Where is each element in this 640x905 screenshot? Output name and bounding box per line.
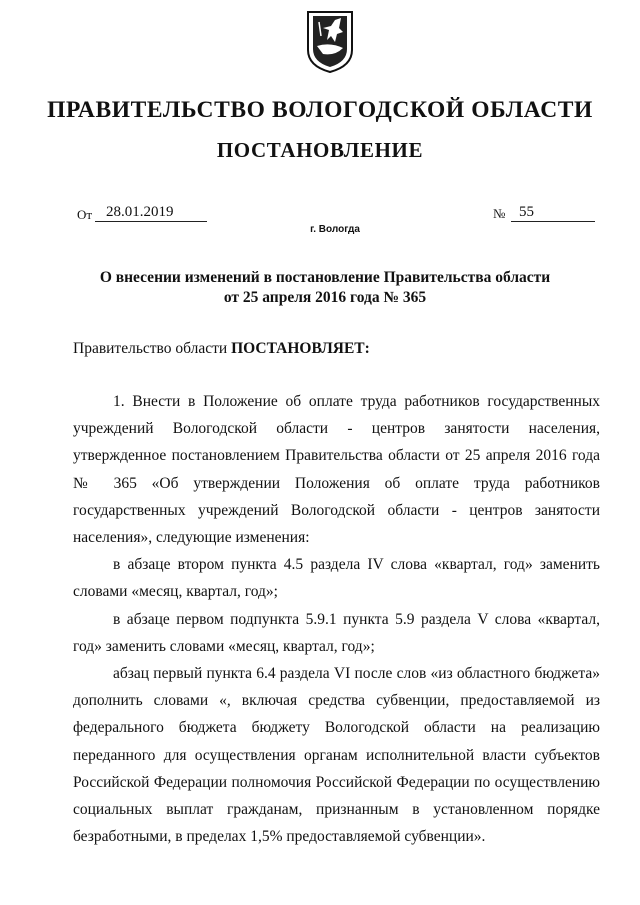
- preamble: [73, 340, 370, 358]
- government-title: ПРАВИТЕЛЬСТВО ВОЛОГОДСКОЙ ОБЛАСТИ: [47, 97, 593, 123]
- date-label: От: [77, 207, 93, 222]
- paragraph-4: абзац первый пункта 6.4 раздела VI после слов «из областного бюджета» дополнить словами «, включая средства субвенции, предоставляемой из федерального бюджета бюджету Вологодской области на реализацию переданного для осуществления органам исполнительной власти субъектов Российской Федерации полномочия Российской Федерации по осуществлению социальных выплат гражданам, признанным в установленном порядке безработными, в пределах 1,5% предоставляемой субвенции».: [73, 665, 600, 846]
- preamble-text: Правительство области: [73, 340, 232, 357]
- preamble-decree-word: ПОСТАНОВЛЯЕТ:: [231, 340, 370, 357]
- number-label: №: [493, 206, 506, 221]
- document-body: [73, 388, 600, 850]
- document-subject: [90, 268, 560, 308]
- document-type: ПОСТАНОВЛЕНИЕ: [216, 138, 424, 162]
- document-number: 55: [519, 204, 534, 220]
- paragraph-3: в абзаце первом подпункта 5.9.1 пункта 5.9 раздела V слова «квартал, год» заменить словами «месяц, квартал, год»;: [73, 610, 600, 655]
- document-date: 28.01.2019: [106, 204, 174, 220]
- paragraph-1: 1. Внести в Положение об оплате труда работников государственных учреждений Вологодской области - центров занятости населения, утвержденное постановлением Правительства области от 25 апреля 2016 года № 365 «Об утверждении Положения об оплате труда работников государственных учреждений Вологодской области - центров занятости населения», следующие изменения:: [73, 393, 600, 547]
- city: г. Вологда: [310, 224, 360, 235]
- subject-line-1: О внесении изменений в постановление Правительства области: [99, 269, 551, 286]
- vologda-coat-of-arms-icon: [305, 6, 355, 74]
- number-underline: [511, 221, 595, 222]
- subject-line-2: от 25 апреля 2016 года № 365: [223, 289, 427, 306]
- date-underline: [95, 221, 207, 222]
- paragraph-2: в абзаце втором пункта 4.5 раздела IV слова «квартал, год» заменить словами «месяц, квартал, год»;: [73, 556, 600, 601]
